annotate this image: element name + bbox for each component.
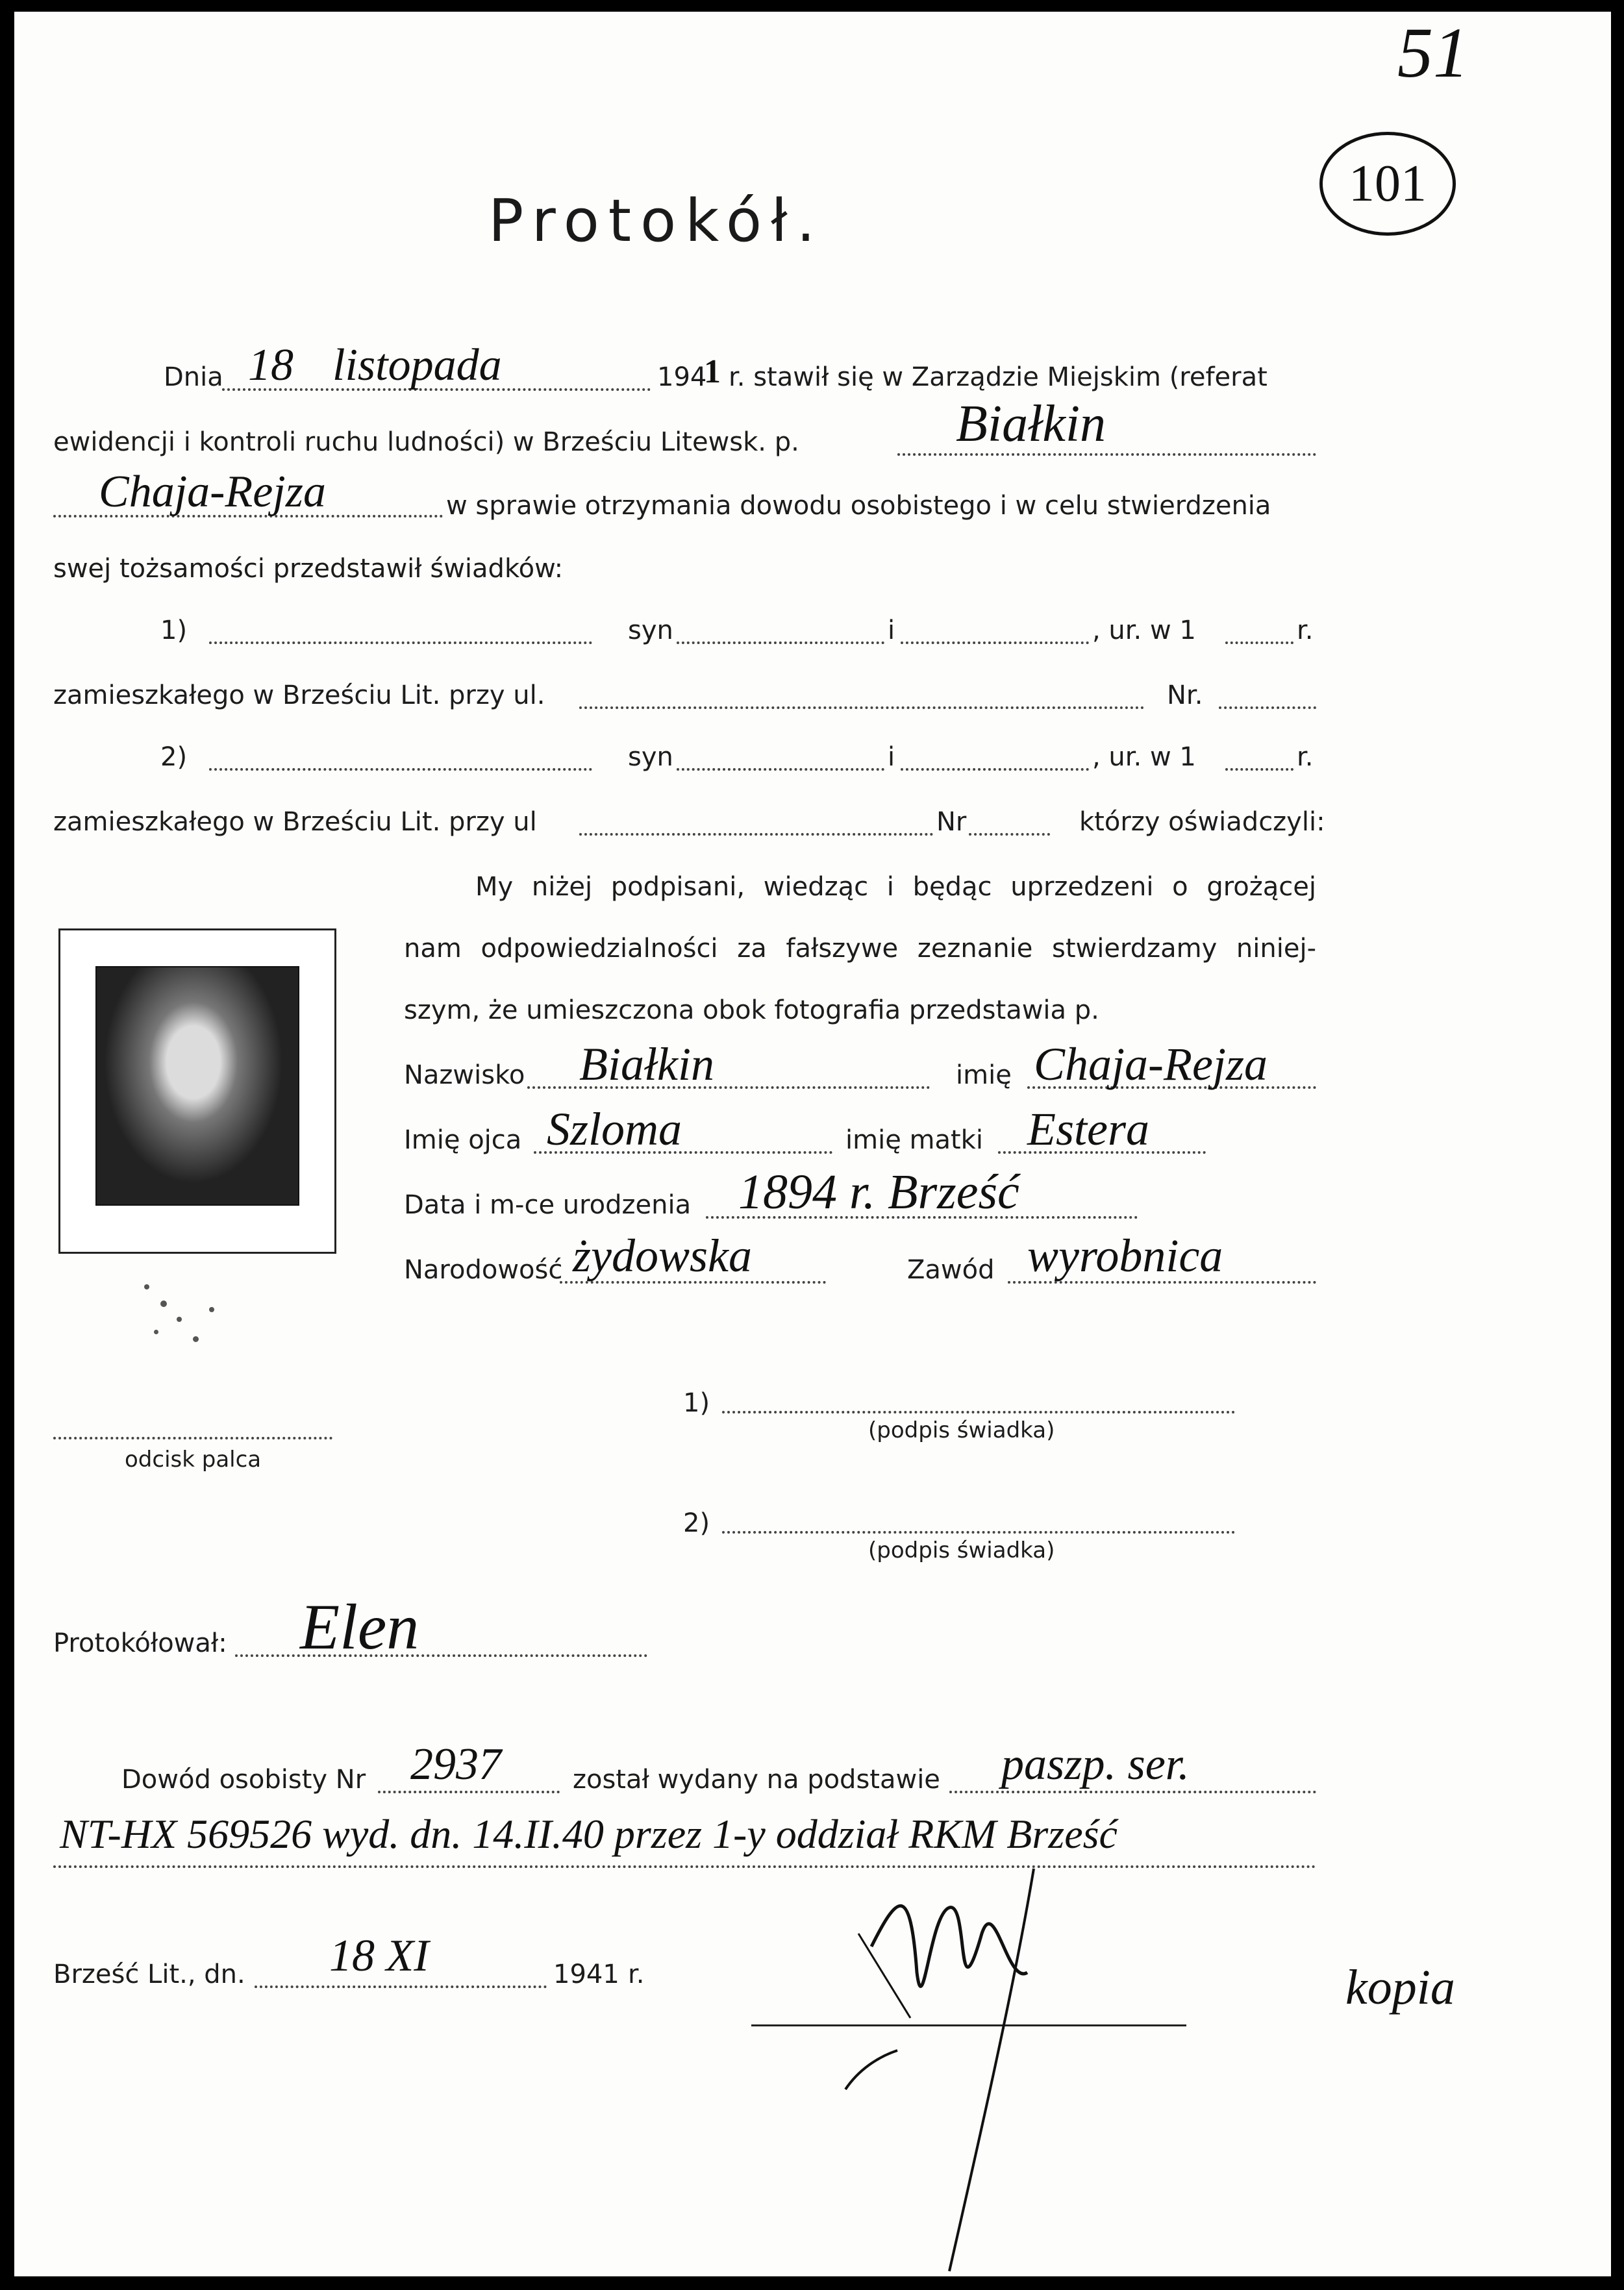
folio-number: 51 — [1397, 13, 1469, 92]
official-signature-note: kopia — [1345, 1960, 1455, 2015]
witness1-nr-line — [1219, 706, 1316, 709]
witness1-address-label: zamieszkałego w Brześciu Lit. przy ul. — [53, 680, 545, 710]
surname-value: Białkin — [956, 395, 1106, 453]
declaration-line-1: My niżej podpisani, wiedząc i będąc uprzedzeni o grożącej — [475, 872, 1316, 902]
recorded-by-line — [235, 1654, 647, 1657]
witness1-year-line — [1225, 641, 1293, 644]
issue-label: Dowód osobisty Nr — [121, 1765, 366, 1795]
day-value: 18 — [248, 340, 294, 390]
signature2-number: 2) — [683, 1508, 710, 1538]
witness2-nr-label: Nr — [936, 807, 967, 837]
fingerprint-speck — [144, 1284, 149, 1289]
zawod-value: wyrobnica — [1027, 1230, 1223, 1282]
issue-text: został wydany na podstawie — [573, 1765, 940, 1795]
signature1-line — [722, 1411, 1235, 1413]
fingerprint-speck — [209, 1307, 214, 1312]
witness1-syn: syn — [628, 616, 673, 645]
witness2-address-line — [579, 833, 933, 836]
signature1-caption: (podpis świadka) — [868, 1417, 1055, 1443]
witness1-r: r. — [1297, 616, 1314, 645]
imie-value: Chaja-Rejza — [1034, 1038, 1268, 1090]
recorded-by-label: Protokółował: — [53, 1628, 227, 1658]
given-names-value: Chaja-Rejza — [99, 467, 326, 517]
fingerprint-line — [53, 1437, 332, 1439]
fingerprint-speck — [177, 1317, 182, 1322]
imie-matki-label: imię matki — [845, 1125, 983, 1155]
circled-number-stamp — [1319, 132, 1456, 236]
closing-year: 1941 — [553, 1960, 619, 1989]
issue-basis: paszp. ser. — [1001, 1739, 1190, 1789]
issue-basis-line — [949, 1791, 1316, 1793]
signature1-number: 1) — [683, 1388, 710, 1418]
issue-number-line — [378, 1791, 560, 1793]
page-title: Protokół. — [488, 187, 825, 255]
intro-line3-text: w sprawie otrzymania dowodu osobistego i w celu stwierdzenia — [446, 491, 1271, 521]
year-prefix: 194 — [657, 362, 707, 392]
imie-ojca-label: Imię ojca — [404, 1125, 522, 1155]
witness2-ur: , ur. w 1 — [1092, 742, 1196, 772]
zawod-label: Zawód — [907, 1255, 995, 1285]
fingerprint-speck — [193, 1336, 199, 1342]
issue-number: 2937 — [410, 1739, 501, 1789]
declaration-line-3: szym, że umieszczona obok fotografia przedstawia p. — [404, 995, 1099, 1025]
document-page — [14, 12, 1611, 2276]
fingerprint-label: odcisk palca — [125, 1447, 262, 1473]
closing-date-line — [255, 1985, 547, 1988]
closing-r: r. — [628, 1960, 645, 1989]
nazwisko-label: Nazwisko — [404, 1060, 525, 1090]
imie-matki-value: Estera — [1027, 1103, 1149, 1155]
witness2-mother-line — [901, 768, 1089, 771]
witness2-year-line — [1225, 768, 1293, 771]
witness2-syn: syn — [628, 742, 673, 772]
intro-line1-text: r. stawił się w Zarządzie Miejskim (referat — [729, 362, 1268, 392]
data-urodzenia-value: 1894 r. Brześć — [738, 1165, 1019, 1219]
nazwisko-value: Białkin — [579, 1038, 714, 1090]
narodowosc-label: Narodowość — [404, 1255, 563, 1285]
witness2-name-line — [209, 768, 592, 771]
witness2-r: r. — [1297, 742, 1314, 772]
official-signature-scrawl — [819, 1856, 1222, 2276]
witness2-nr-line — [969, 833, 1050, 836]
witness1-mother-line — [901, 641, 1089, 644]
intro-line2-text: ewidencji i kontroli ruchu ludności) w Brześciu Litewsk. p. — [53, 427, 799, 457]
declared-text: którzy oświadczyli: — [1079, 807, 1325, 837]
witness2-number: 2) — [160, 742, 188, 772]
witness1-nr-label: Nr. — [1167, 680, 1203, 710]
closing-date: 18 XI — [329, 1931, 429, 1981]
dnia-label: Dnia — [164, 362, 223, 392]
imie-label: imię — [956, 1060, 1012, 1090]
month-value: listopada — [332, 340, 502, 390]
witness2-address-label: zamieszkałego w Brześciu Lit. przy ul — [53, 807, 537, 837]
fingerprint-speck — [160, 1301, 167, 1307]
declaration-line-2: nam odpowiedzialności za fałszywe zeznanie stwierdzamy niniej- — [404, 934, 1316, 964]
year-suffix: 1 — [704, 353, 721, 390]
witness1-number: 1) — [160, 616, 188, 645]
portrait-photo — [95, 966, 299, 1206]
witness1-i: i — [888, 616, 895, 645]
place-label: Brześć Lit., dn. — [53, 1960, 245, 1989]
issue-basis-line2-text: NT-HX 569526 wyd. dn. 14.II.40 przez 1-y oddział RKM Brześć — [60, 1811, 1118, 1857]
intro-line4-text: swej tożsamości przedstawił świadków: — [53, 554, 564, 584]
signature2-caption: (podpis świadka) — [868, 1537, 1055, 1563]
narodowosc-value: żydowska — [573, 1230, 752, 1282]
imie-ojca-value: Szloma — [547, 1103, 682, 1155]
recorded-by-signature: Elen — [300, 1591, 419, 1663]
fingerprint-speck — [154, 1330, 158, 1334]
witness2-father-line — [677, 768, 884, 771]
witness1-father-line — [677, 641, 884, 644]
witness2-i: i — [888, 742, 895, 772]
circled-number: 101 — [1349, 155, 1427, 212]
witness1-name-line — [209, 641, 592, 644]
witness1-ur: , ur. w 1 — [1092, 616, 1196, 645]
witness1-address-line — [579, 706, 1144, 709]
data-urodzenia-label: Data i m-ce urodzenia — [404, 1190, 692, 1220]
signature2-line — [722, 1531, 1235, 1534]
